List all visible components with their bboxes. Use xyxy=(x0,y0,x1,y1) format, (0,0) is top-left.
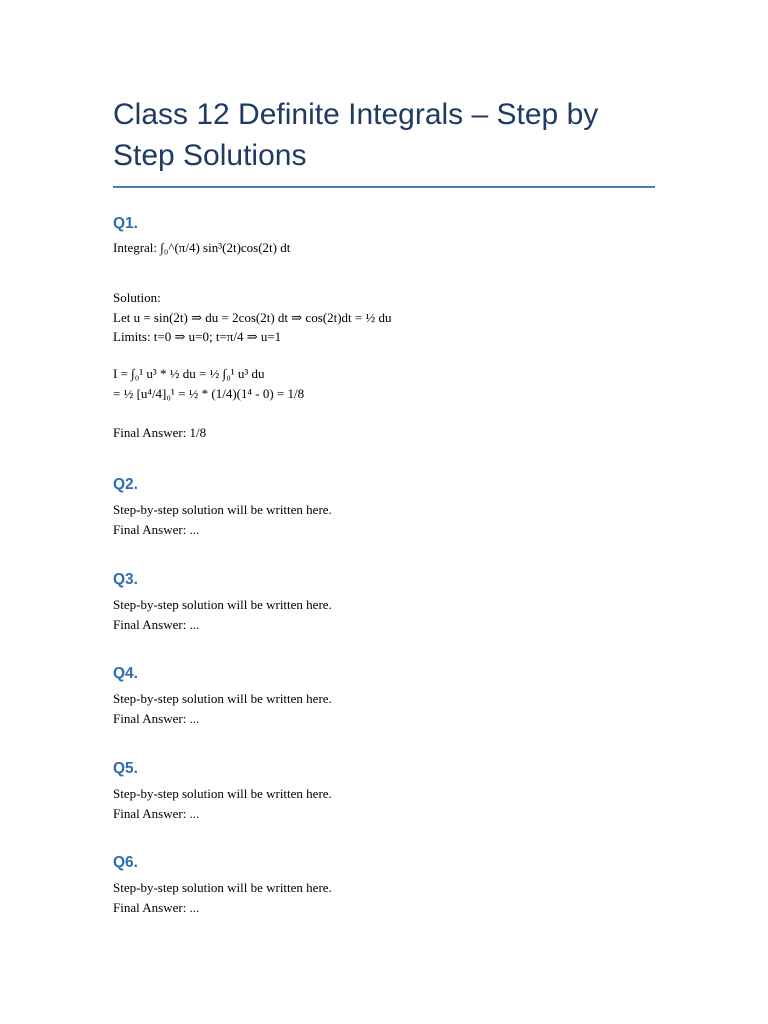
solution-text: Step-by-step solution will be written here. xyxy=(113,597,332,612)
document-title: Class 12 Definite Integrals – Step by Step Solutions xyxy=(113,98,599,172)
question-heading: Q3. xyxy=(113,571,138,588)
solution-text: Step-by-step solution will be written here. xyxy=(113,691,332,706)
final-answer: Final Answer: ... xyxy=(113,521,200,537)
solution-label: Solution: xyxy=(113,290,161,305)
solution-text: Step-by-step solution will be written here. xyxy=(113,880,332,895)
question-heading: Q2. xyxy=(113,476,138,493)
question-heading: Q6. xyxy=(113,854,138,871)
document-page xyxy=(113,0,655,188)
final-answer: Final Answer: 1/8 xyxy=(113,425,207,440)
title-underline xyxy=(113,186,655,188)
final-answer: Final Answer: ... xyxy=(113,710,200,726)
final-answer: Final Answer: ... xyxy=(113,616,200,632)
integral-statement: Integral: ∫₀^(π/4) sin³(2t)cos(2t) dt xyxy=(113,240,291,255)
final-answer: Final Answer: ... xyxy=(113,899,200,915)
equation-line-2: = ½ [u⁴/4]₀¹ = ½ * (1/4)(1⁴ - 0) = 1/8 xyxy=(113,385,305,401)
limits-line: Limits: t=0 ⇒ u=0; t=π/4 ⇒ u=1 xyxy=(113,329,282,344)
equation-line-1: I = ∫₀¹ u³ * ½ du = ½ ∫₀¹ u³ du xyxy=(113,366,265,381)
solution-text: Step-by-step solution will be written here. xyxy=(113,502,332,517)
final-answer: Final Answer: ... xyxy=(113,805,200,821)
solution-text: Step-by-step solution will be written here. xyxy=(113,786,332,801)
question-heading: Q5. xyxy=(113,760,138,777)
question-heading: Q4. xyxy=(113,665,138,682)
substitution-line: Let u = sin(2t) ⇒ du = 2cos(2t) dt ⇒ cos(2t)dt = ½ du xyxy=(113,309,392,325)
question-heading: Q1. xyxy=(113,215,138,232)
